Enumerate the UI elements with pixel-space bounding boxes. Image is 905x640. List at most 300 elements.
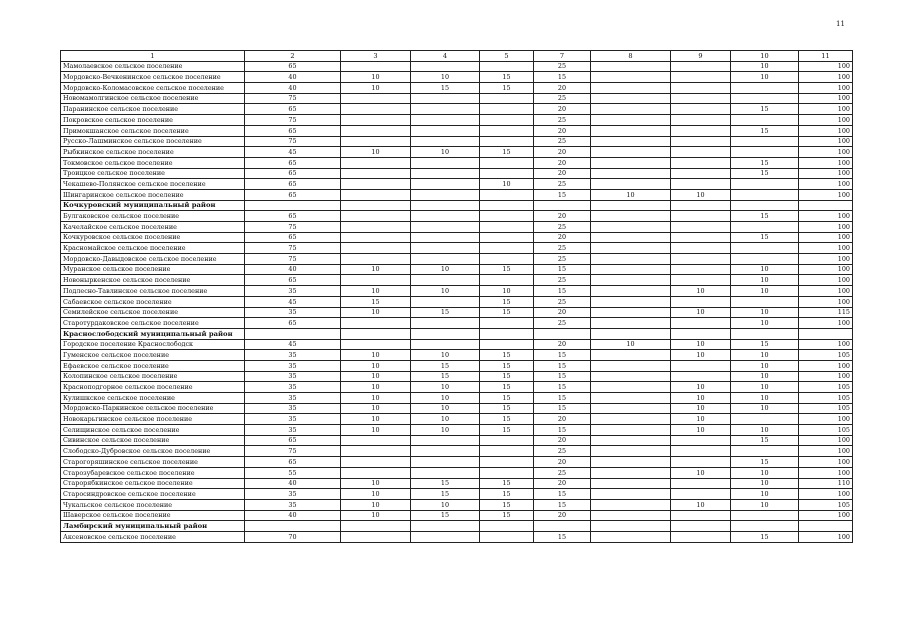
value-cell: 15 [534,360,591,371]
column-header: 7 [534,51,591,62]
settlement-name-cell: Булгаковское сельское поселение [61,211,245,222]
value-cell: 15 [534,350,591,361]
table-row [61,339,853,350]
column-header: 3 [341,51,411,62]
table-row [61,489,853,500]
value-cell: 15 [480,382,534,393]
value-cell [671,457,731,468]
value-cell: 35 [245,371,341,382]
value-cell: 10 [671,286,731,297]
value-cell: 10 [731,61,799,72]
value-cell [411,136,480,147]
value-cell: 10 [341,350,411,361]
value-cell [591,93,671,104]
value-cell [731,115,799,126]
allocation-table [60,50,853,543]
value-cell: 35 [245,307,341,318]
column-header: 10 [731,51,799,62]
value-cell [341,93,411,104]
value-cell: 75 [245,254,341,265]
table-row [61,360,853,371]
value-cell: 10 [341,510,411,521]
value-cell [591,243,671,254]
value-cell: 15 [480,307,534,318]
value-cell [671,179,731,190]
table-row [61,393,853,404]
value-cell [591,318,671,329]
total-cell: 100 [799,414,853,425]
total-cell: 100 [799,72,853,83]
value-cell [671,222,731,233]
value-cell [341,318,411,329]
value-cell [671,510,731,521]
value-cell: 20 [534,83,591,94]
value-cell [591,499,671,510]
value-cell [731,446,799,457]
value-cell: 25 [534,136,591,147]
value-cell: 20 [534,478,591,489]
value-cell: 10 [731,467,799,478]
value-cell [411,275,480,286]
value-cell [731,136,799,147]
empty-cell [671,200,731,211]
settlement-name-cell: Мамолаевское сельское поселение [61,61,245,72]
value-cell: 10 [731,478,799,489]
value-cell [671,296,731,307]
value-cell [591,457,671,468]
value-cell [480,254,534,265]
value-cell: 40 [245,72,341,83]
empty-cell [411,521,480,532]
value-cell: 15 [411,360,480,371]
value-cell: 20 [534,147,591,158]
settlement-name-cell: Токмовское сельское поселение [61,157,245,168]
table-row [61,296,853,307]
value-cell [341,125,411,136]
total-cell: 105 [799,403,853,414]
value-cell: 15 [534,264,591,275]
value-cell [341,179,411,190]
value-cell [671,115,731,126]
value-cell: 65 [245,275,341,286]
value-cell: 35 [245,393,341,404]
value-cell [341,531,411,542]
value-cell: 15 [731,339,799,350]
value-cell [731,243,799,254]
value-cell: 25 [534,275,591,286]
value-cell: 70 [245,531,341,542]
value-cell: 15 [480,489,534,500]
value-cell [591,179,671,190]
value-cell [411,222,480,233]
value-cell [591,254,671,265]
value-cell: 65 [245,157,341,168]
value-cell: 55 [245,467,341,478]
value-cell: 10 [341,371,411,382]
value-cell: 75 [245,136,341,147]
value-cell: 10 [671,403,731,414]
value-cell: 15 [731,211,799,222]
value-cell [591,147,671,158]
column-header: 4 [411,51,480,62]
value-cell [480,222,534,233]
value-cell: 10 [731,403,799,414]
value-cell: 15 [480,499,534,510]
value-cell: 20 [534,510,591,521]
settlement-name-cell: Русско-Лашминское сельское поселение [61,136,245,147]
value-cell [480,61,534,72]
value-cell: 15 [411,478,480,489]
value-cell: 10 [341,499,411,510]
value-cell: 75 [245,93,341,104]
total-cell: 100 [799,115,853,126]
value-cell [591,125,671,136]
settlement-name-cell: Кочкуровское сельское поселение [61,232,245,243]
table-row [61,157,853,168]
value-cell: 40 [245,510,341,521]
value-cell: 20 [534,457,591,468]
settlement-name-cell: Старосиндровское сельское поселение [61,489,245,500]
settlement-name-cell: Подлесно-Тавлинское сельское поселение [61,286,245,297]
empty-cell [480,200,534,211]
section-row [61,200,853,211]
total-cell: 100 [799,264,853,275]
settlement-name-cell: Селищинское сельское поселение [61,425,245,436]
value-cell [591,435,671,446]
table-row [61,531,853,542]
value-cell [591,467,671,478]
value-cell: 65 [245,318,341,329]
value-cell [591,222,671,233]
table-row [61,510,853,521]
value-cell: 45 [245,296,341,307]
value-cell: 10 [731,499,799,510]
value-cell: 25 [534,318,591,329]
value-cell [411,61,480,72]
table-row [61,275,853,286]
settlement-name-cell: Старозубаревское сельское поселение [61,467,245,478]
value-cell: 10 [341,307,411,318]
settlement-name-cell: Чекашево-Полянское сельское поселение [61,179,245,190]
value-cell [341,254,411,265]
value-cell [480,232,534,243]
settlement-name-cell: Ефаевское сельское поселение [61,360,245,371]
value-cell: 10 [341,360,411,371]
value-cell: 15 [480,393,534,404]
value-cell: 15 [731,157,799,168]
empty-cell [245,521,341,532]
value-cell: 15 [534,499,591,510]
value-cell: 35 [245,382,341,393]
value-cell [411,318,480,329]
value-cell [591,371,671,382]
table-row [61,232,853,243]
value-cell: 20 [534,168,591,179]
value-cell: 25 [534,296,591,307]
total-cell: 115 [799,307,853,318]
value-cell: 10 [341,286,411,297]
value-cell: 65 [245,125,341,136]
table-row [61,136,853,147]
value-cell: 15 [534,371,591,382]
value-cell: 10 [411,286,480,297]
value-cell: 10 [671,414,731,425]
value-cell: 75 [245,115,341,126]
value-cell: 15 [411,371,480,382]
empty-cell [731,200,799,211]
empty-cell [480,521,534,532]
value-cell [480,125,534,136]
value-cell: 35 [245,403,341,414]
value-cell: 65 [245,435,341,446]
value-cell: 25 [534,254,591,265]
value-cell [591,425,671,436]
value-cell: 65 [245,232,341,243]
value-cell: 10 [341,72,411,83]
value-cell [671,61,731,72]
settlement-name-cell: Гуменское сельское поселение [61,350,245,361]
value-cell: 10 [411,393,480,404]
value-cell [341,435,411,446]
total-cell: 100 [799,360,853,371]
total-cell: 100 [799,339,853,350]
table-row [61,499,853,510]
value-cell [731,222,799,233]
value-cell [671,446,731,457]
value-cell: 10 [411,350,480,361]
total-cell: 100 [799,125,853,136]
empty-cell [591,200,671,211]
value-cell [341,446,411,457]
value-cell [671,232,731,243]
value-cell: 10 [671,382,731,393]
empty-cell [799,521,853,532]
table-row [61,457,853,468]
value-cell: 10 [671,425,731,436]
table-row [61,307,853,318]
total-cell: 100 [799,371,853,382]
value-cell [671,243,731,254]
value-cell: 15 [534,189,591,200]
total-cell: 100 [799,61,853,72]
total-cell: 100 [799,457,853,468]
settlement-name-cell: Сивинское сельское поселение [61,435,245,446]
value-cell [671,264,731,275]
value-cell: 40 [245,264,341,275]
value-cell: 25 [534,467,591,478]
value-cell [731,510,799,521]
total-cell: 100 [799,232,853,243]
empty-cell [245,200,341,211]
value-cell: 15 [534,489,591,500]
value-cell: 75 [245,243,341,254]
value-cell: 10 [411,382,480,393]
empty-cell [799,200,853,211]
value-cell [671,83,731,94]
value-cell [671,360,731,371]
value-cell [671,93,731,104]
settlement-name-cell: Мордовско-Коломасовское сельское поселение [61,83,245,94]
value-cell [731,296,799,307]
empty-cell [731,521,799,532]
total-cell: 100 [799,211,853,222]
value-cell: 10 [671,350,731,361]
value-cell [411,189,480,200]
value-cell: 15 [731,531,799,542]
value-cell [671,371,731,382]
total-cell: 100 [799,189,853,200]
value-cell: 15 [480,72,534,83]
table-row [61,467,853,478]
value-cell: 10 [341,478,411,489]
section-title: Ламбирский муниципальный район [61,521,245,532]
settlement-name-cell: Новомамолгинское сельское поселение [61,93,245,104]
value-cell: 10 [411,147,480,158]
settlement-name-cell: Красномайское сельское поселение [61,243,245,254]
value-cell: 15 [534,286,591,297]
table-row [61,435,853,446]
value-cell: 15 [411,307,480,318]
value-cell [411,115,480,126]
total-cell: 100 [799,243,853,254]
value-cell [591,489,671,500]
table-row [61,371,853,382]
value-cell: 20 [534,125,591,136]
value-cell: 10 [480,286,534,297]
value-cell: 25 [534,61,591,72]
value-cell: 20 [534,414,591,425]
column-header: 8 [591,51,671,62]
value-cell [591,168,671,179]
empty-cell [341,200,411,211]
settlement-name-cell: Новоныркенское сельское поселение [61,275,245,286]
value-cell: 10 [411,425,480,436]
value-cell: 20 [534,157,591,168]
table-row [61,350,853,361]
value-cell [480,243,534,254]
value-cell [731,254,799,265]
value-cell [480,457,534,468]
value-cell: 10 [411,499,480,510]
value-cell: 15 [480,510,534,521]
settlement-name-cell: Красноподгорное сельское поселение [61,382,245,393]
value-cell: 15 [534,425,591,436]
value-cell [411,435,480,446]
value-cell [591,403,671,414]
value-cell: 15 [731,168,799,179]
value-cell [671,478,731,489]
value-cell: 15 [480,403,534,414]
value-cell: 20 [534,211,591,222]
value-cell [591,286,671,297]
value-cell: 15 [411,510,480,521]
value-cell [671,318,731,329]
settlement-name-cell: Покровское сельское поселение [61,115,245,126]
value-cell [591,510,671,521]
value-cell: 35 [245,360,341,371]
value-cell [480,446,534,457]
value-cell [341,243,411,254]
value-cell: 10 [411,72,480,83]
table-row [61,222,853,233]
value-cell [671,489,731,500]
value-cell: 75 [245,222,341,233]
empty-cell [591,328,671,339]
total-cell: 100 [799,83,853,94]
value-cell [411,467,480,478]
empty-cell [799,328,853,339]
value-cell [591,382,671,393]
value-cell: 15 [480,296,534,307]
value-cell [480,435,534,446]
value-cell: 40 [245,478,341,489]
section-title: Краснослободский муниципальный район [61,328,245,339]
table-row [61,243,853,254]
total-cell: 105 [799,382,853,393]
value-cell: 15 [411,83,480,94]
value-cell: 10 [341,414,411,425]
value-cell: 15 [341,296,411,307]
value-cell [341,115,411,126]
value-cell: 10 [341,147,411,158]
value-cell: 65 [245,211,341,222]
value-cell: 35 [245,489,341,500]
value-cell [411,457,480,468]
value-cell: 10 [671,467,731,478]
table-row [61,478,853,489]
total-cell: 100 [799,275,853,286]
value-cell [591,393,671,404]
settlement-name-cell: Чукальское сельское поселение [61,499,245,510]
value-cell: 25 [534,243,591,254]
column-header: 5 [480,51,534,62]
value-cell [411,339,480,350]
value-cell [591,478,671,489]
value-cell [480,531,534,542]
settlement-name-cell: Троицкое сельское поселение [61,168,245,179]
value-cell [591,414,671,425]
table-row [61,125,853,136]
value-cell [341,339,411,350]
value-cell [591,264,671,275]
value-cell [671,254,731,265]
value-cell: 45 [245,147,341,158]
value-cell: 25 [534,222,591,233]
value-cell: 10 [731,307,799,318]
value-cell: 35 [245,286,341,297]
settlement-name-cell: Новокарьгинское сельское поселение [61,414,245,425]
value-cell: 10 [591,339,671,350]
column-header: 11 [799,51,853,62]
value-cell: 10 [731,382,799,393]
value-cell: 25 [534,179,591,190]
total-cell: 105 [799,425,853,436]
value-cell: 35 [245,425,341,436]
value-cell: 15 [480,371,534,382]
column-header: 9 [671,51,731,62]
value-cell [731,83,799,94]
value-cell [411,125,480,136]
table-row [61,83,853,94]
value-cell [480,136,534,147]
value-cell [341,222,411,233]
settlement-name-cell: Кулишкское сельское поселение [61,393,245,404]
value-cell: 25 [534,115,591,126]
value-cell [480,157,534,168]
value-cell: 15 [480,478,534,489]
value-cell [591,275,671,286]
settlement-name-cell: Колопинское сельское поселение [61,371,245,382]
